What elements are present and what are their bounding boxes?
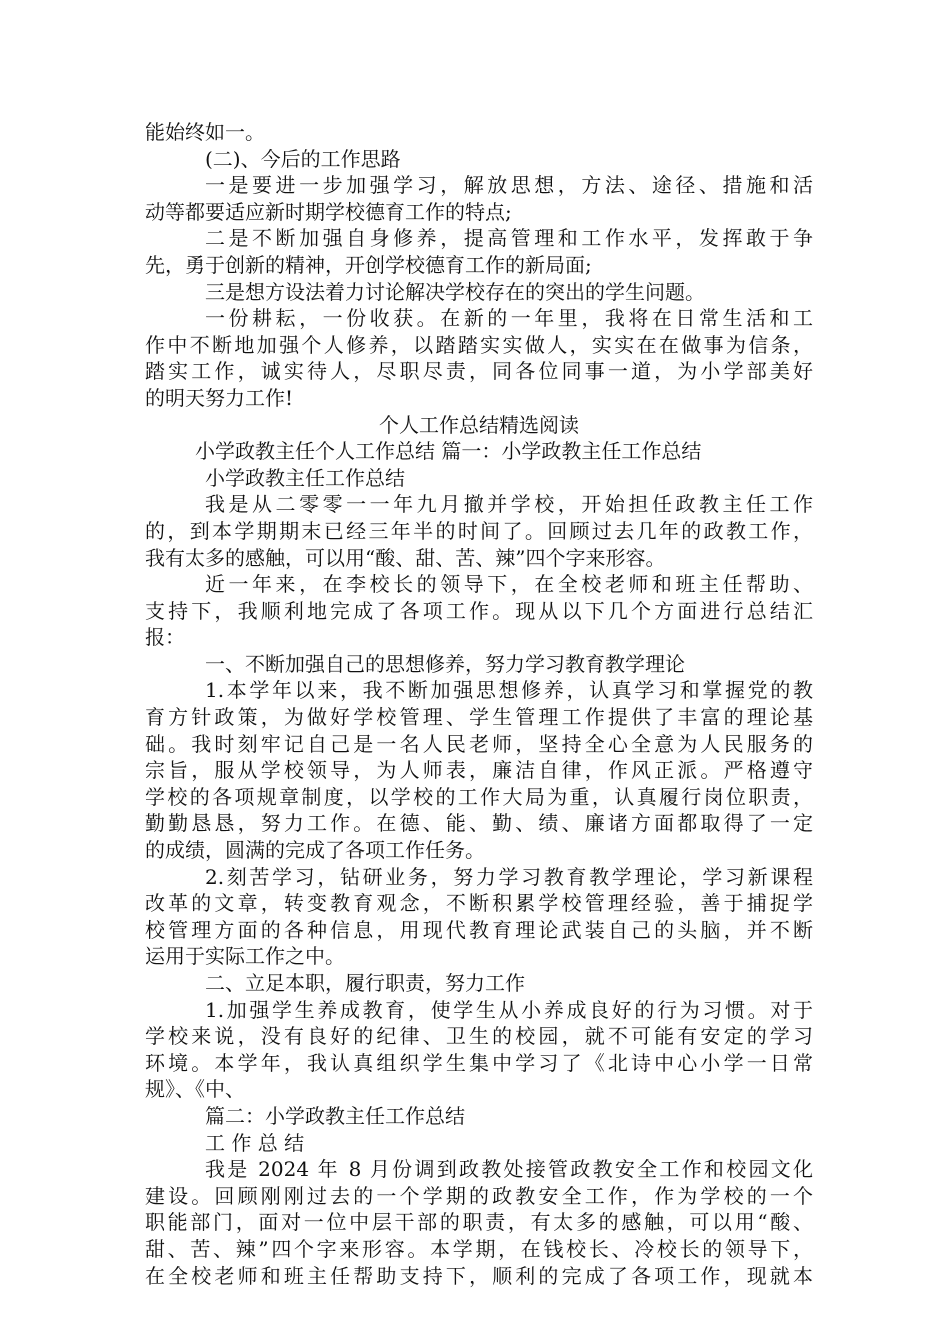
text-line: 三是想方设法着力讨论解决学校存在的突出的学生问题。	[205, 279, 705, 304]
text-line: 我是 2024 年 8 月份调到政教处接管政教安全工作和校园文化	[205, 1157, 813, 1182]
text-line: 一、不断加强自己的思想修养，努力学习教育教学理论	[205, 651, 685, 676]
text-line: 的，到本学期期末已经三年半的时间了。回顾过去几年的政教工作，	[145, 518, 813, 543]
text-line: 动等都要适应新时期学校德育工作的特点;	[145, 199, 512, 224]
text-line: 育方针政策，为做好学校管理、学生管理工作提供了丰富的理论基	[145, 705, 813, 730]
text-line: 小学政教主任个人工作总结 篇一：小学政教主任工作总结	[195, 439, 702, 464]
text-line: 近一年来，在李校长的领导下，在全校老师和班主任帮助、	[205, 572, 813, 597]
text-line: 个人工作总结精选阅读	[379, 412, 579, 437]
text-line: 规》、《中、	[145, 1077, 245, 1102]
text-line: 二是不断加强自身修养，提高管理和工作水平，发挥敢于争	[205, 226, 813, 251]
text-line: 1.加强学生养成教育，使学生从小养成良好的行为习惯。对于	[205, 997, 813, 1022]
text-line: 学校来说，没有良好的纪律、卫生的校园，就不可能有安定的学习	[145, 1024, 813, 1049]
text-line: 建设。回顾刚刚过去的一个学期的政教安全工作，作为学校的一个	[145, 1183, 813, 1208]
text-line: 甜、苦、辣”四个字来形容。本学期，在钱校长、冷校长的领导下，	[145, 1236, 813, 1261]
text-line: 报：	[145, 625, 185, 650]
text-line: 运用于实际工作之中。	[145, 944, 345, 969]
text-line: 我是从二零零一一年九月撤并学校，开始担任政教主任工作	[205, 492, 813, 517]
text-line: 1.本学年以来，我不断加强思想修养，认真学习和掌握党的教	[205, 678, 813, 703]
text-line: 支持下，我顺利地完成了各项工作。现从以下几个方面进行总结汇	[145, 598, 813, 623]
text-line: 踏实工作，诚实待人，尽职尽责，同各位同事一道，为小学部美好	[145, 359, 813, 384]
text-line: 宗旨，服从学校领导，为人师表，廉洁自律，作风正派。严格遵守	[145, 758, 813, 783]
text-line: 的明天努力工作!	[145, 385, 294, 410]
text-line: 能始终如一。	[145, 120, 265, 144]
text-line: 的成绩，圆满的完成了各项工作任务。	[145, 838, 485, 863]
text-line: 工 作 总 结	[205, 1130, 305, 1155]
text-line: 小学政教主任工作总结	[205, 465, 405, 490]
text-line: 在全校老师和班主任帮助支持下，顺利的完成了各项工作，现就本	[145, 1263, 813, 1288]
text-line: 篇二：小学政教主任工作总结	[205, 1103, 465, 1128]
text-line: 环境。本学年，我认真组织学生集中学习了《北诗中心小学一日常	[145, 1050, 813, 1075]
text-line: 二、立足本职，履行职责，努力工作	[205, 971, 525, 995]
text-line: 作中不断地加强个人修养，以踏踏实实做人，实实在在做事为信条，	[145, 332, 813, 357]
text-line: 础。我时刻牢记自己是一名人民老师，坚持全心全意为人民服务的	[145, 731, 813, 756]
text-line: 改革的文章，转变教育观念，不断积累学校管理经验，善于捕捉学	[145, 891, 813, 916]
text-line: 先，勇于创新的精神，开创学校德育工作的新局面;	[145, 252, 592, 277]
text-line: 一份耕耘，一份收获。在新的一年里，我将在日常生活和工	[205, 306, 813, 331]
text-line: 2.刻苦学习，钻研业务，努力学习教育教学理论，学习新课程	[205, 864, 813, 889]
document-page	[145, 119, 813, 1289]
text-line: 职能部门，面对一位中层干部的职责，有太多的感触，可以用“酸、	[145, 1210, 813, 1235]
text-line: 学校的各项规章制度，以学校的工作大局为重，认真履行岗位职责，	[145, 784, 813, 809]
text-line: (二)、今后的工作思路	[205, 146, 401, 171]
text-line: 校管理方面的各种信息，用现代教育理论武装自己的头脑，并不断	[145, 917, 813, 942]
text-line: 我有太多的感触，可以用“酸、甜、苦、辣”四个字来形容。	[145, 545, 666, 570]
text-line: 勤勤恳恳，努力工作。在德、能、勤、绩、廉诸方面都取得了一定	[145, 811, 813, 836]
text-line: 一是要进一步加强学习，解放思想，方法、途径、措施和活	[205, 173, 813, 198]
